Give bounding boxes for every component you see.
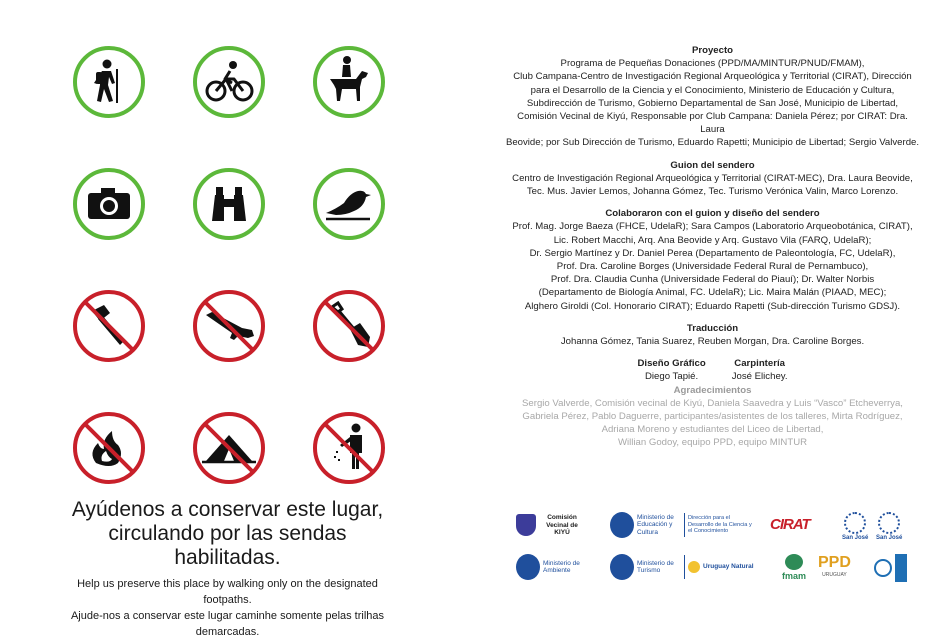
carpinteria-col: [732, 357, 788, 383]
slogan-es-line1: Ayúdenos a conservar este lugar,: [71, 498, 384, 521]
credit-line: Beovide; por Sub Dirección de Turismo, Eduardo Rapetti; Municipio de Libertad; Sergio Valverde.: [505, 137, 920, 149]
uruguay-coat-of-arms-icon: [610, 512, 634, 538]
san-jose-seal-icon: [844, 512, 866, 534]
credit-line: Dr. Sergio Martínez y Dr. Daniel Perea (Departamento de Paleontología, FC, UdelaR),: [529, 247, 896, 259]
cycling-sign: [192, 45, 266, 119]
horse-riding-icon: [312, 45, 386, 119]
no-littering-sign: [312, 411, 386, 485]
traduccion-text: Johanna Gómez, Tania Suarez, Reuben Morgan, Dra. Caroline Borges.: [560, 336, 865, 348]
kiyu-logo-text: Comisión Vecinal de KIYÚ: [546, 514, 578, 536]
guion-heading: Guion del sendero: [670, 159, 755, 171]
uruguay-natural-text: Uruguay Natural: [703, 563, 754, 571]
credit-line: Comisión Vecinal de Kiyú, Responsable por Club Campana: Daniela Pérez; por CIRAT: Dra. Laura: [517, 111, 908, 136]
turismo-logo-text: Ministerio de Turismo: [637, 559, 674, 574]
no-hunting-sign: [192, 289, 266, 363]
credit-line: para el Desarrollo de la Ciencia y el Conocimiento, Ministerio de Educación y Cultura,: [530, 84, 895, 96]
credit-line: Prof. Dra. Caroline Borges (Universidade Federal Rural de Pernambuco),: [556, 261, 869, 273]
carpinteria-name: José Elichey.: [731, 371, 788, 383]
mec-divider: [684, 513, 685, 537]
hiking-icon: [72, 45, 146, 119]
bird-icon: [312, 167, 386, 241]
ppd-logo: [818, 554, 851, 578]
kiyu-logo: [516, 514, 585, 537]
credit-line: Lic. Robert Macchi, Arq. Ana Beovide y Arq. Gustavo Vila (FARQ, UdelaR);: [553, 234, 872, 246]
kiyu-shield-icon: [516, 514, 536, 536]
san-jose-1-text: San José: [842, 535, 869, 541]
carpinteria-heading: Carpintería: [734, 358, 785, 370]
credit-line: Centro de Investigación Regional Arqueológica y Territorial (CIRAT-MEC), Dra. Laura Beovide,: [512, 172, 913, 184]
credit-line: Willian Godoy, equipo PPD, equipo MINTUR: [617, 437, 808, 449]
no-littering-icon: [312, 411, 386, 485]
fmam-globe-icon: [785, 554, 803, 570]
credit-line: (Departamento de Biología Animal, FC. UdelaR); Lic. Maira Malán (PIAAD, MEC);: [538, 287, 887, 299]
sponsor-logos: [512, 508, 917, 588]
cirat-logo: [770, 516, 810, 533]
no-digging-sign: [312, 289, 386, 363]
uruguay-coat-of-arms-icon: [610, 554, 634, 580]
pictogram-grid: [72, 45, 387, 495]
no-hunting-icon: [192, 289, 266, 363]
credit-line: Gabriela Pérez, Pablo Daguerre, participantes/asistentes de los talleres, Mirta Rodríguez,: [522, 411, 903, 423]
credit-line: Tec. Mus. Javier Lemos, Johanna Gómez, Tec. Turismo Verónica Valin, Marco Lorenzo.: [526, 186, 899, 198]
fmam-logo-text: fmam: [782, 571, 807, 581]
diseno-heading: Diseño Gráfico: [637, 358, 706, 370]
uruguay-coat-of-arms-icon: [516, 554, 540, 580]
cirat-logo-text: CIRAT: [770, 516, 810, 533]
credit-line: Sergio Valverde, Comisión vecinal de Kiyú, Daniela Saavedra y Luis “Vasco” Etcheverrya,: [522, 397, 903, 409]
agradecimientos-block: [505, 384, 920, 450]
ambiente-logo: [516, 554, 587, 580]
no-axe-icon: [72, 289, 146, 363]
birdwatching-sign: [192, 167, 266, 241]
colab-text: [505, 220, 920, 312]
slogan-pt: Ajude-nos a conservar este lugar caminhe somente pelas trilhas demarcadas.: [70, 610, 385, 638]
slogan-block: [60, 498, 395, 640]
diseno-name: Diego Tapié.: [645, 371, 699, 383]
no-digging-icon: [312, 289, 386, 363]
diseno-col: [637, 357, 705, 383]
no-axe-sign: [72, 289, 146, 363]
no-camping-sign: [192, 411, 266, 485]
un-emblem-icon: [874, 559, 892, 577]
no-fire-sign: [72, 411, 146, 485]
turismo-divider: [684, 555, 685, 579]
ppd-sub-text: URUGUAY: [822, 572, 847, 578]
ambiente-logo-text: Ministerio de Ambiente: [543, 559, 580, 574]
camera-icon: [72, 167, 146, 241]
mec-logo-text: Ministerio de Educación y Cultura: [637, 513, 674, 536]
horse-riding-sign: [312, 45, 386, 119]
no-fire-icon: [72, 411, 146, 485]
slogan-en: Help us preserve this place by walking only on the designated footpaths.: [77, 578, 378, 606]
proyecto-heading: Proyecto: [691, 45, 734, 56]
credit-line: Subdirección de Turismo, Gobierno Departamental de San José, Municipio de Libertad,: [526, 97, 899, 109]
credit-line: Programa de Pequeñas Donaciones (PPD/MA/MINTUR/PNUD/FMAM),: [560, 58, 865, 70]
hiking-sign: [72, 45, 146, 119]
colab-heading: Colaboraron con el guion y diseño del sendero: [605, 208, 820, 220]
san-jose-logo-2: [876, 512, 902, 541]
credit-line: Alghero Giroldi (Col. Honorario CIRAT); Eduardo Rapetti (Sub-dirección Turismo GDSJ).: [524, 300, 901, 312]
traduccion-heading: Traducción: [686, 322, 739, 334]
guion-text: [505, 172, 920, 198]
proyecto-text: [505, 57, 920, 149]
no-camping-icon: [192, 411, 266, 485]
credit-line: Prof. Dra. Claudia Cunha (Universidade Federal do Piauí); Dr. Walter Norbis: [550, 274, 875, 286]
agradecimientos-heading: Agradecimientos: [673, 384, 752, 396]
cycling-icon: [192, 45, 266, 119]
credit-line: Prof. Mag. Jorge Baeza (FHCE, UdelaR); Sara Campos (Laboratorio Arqueobotánica, CIRAT),: [512, 221, 913, 233]
photography-sign: [72, 167, 146, 241]
undp-bar-icon: [895, 554, 907, 582]
san-jose-seal-icon: [878, 512, 900, 534]
slogan-es-line2: circulando por las sendas habilitadas.: [108, 522, 347, 569]
mec-logo: [610, 512, 752, 538]
mec-dicyt-text: Dirección para el Desarrollo de la Ciencia y el Conocimiento: [688, 515, 752, 535]
credit-line: Club Campana-Centro de Investigación Regional Arqueológica y Territorial (CIRAT), Dirección: [513, 71, 912, 83]
san-jose-logo-1: [842, 512, 868, 541]
fmam-logo: [782, 554, 806, 581]
binoculars-icon: [192, 167, 266, 241]
san-jose-2-text: San José: [876, 535, 903, 541]
undp-logo: [874, 554, 907, 582]
credits-block: [505, 44, 920, 450]
sun-icon: [688, 561, 700, 573]
credit-line: Adriana Moreno y estudiantes del Liceo de Libertad,: [601, 424, 824, 436]
design-carpentry-row: [505, 357, 920, 383]
turismo-logo: [610, 554, 763, 580]
ppd-logo-text: PPD: [818, 554, 851, 571]
wildlife-sign: [312, 167, 386, 241]
